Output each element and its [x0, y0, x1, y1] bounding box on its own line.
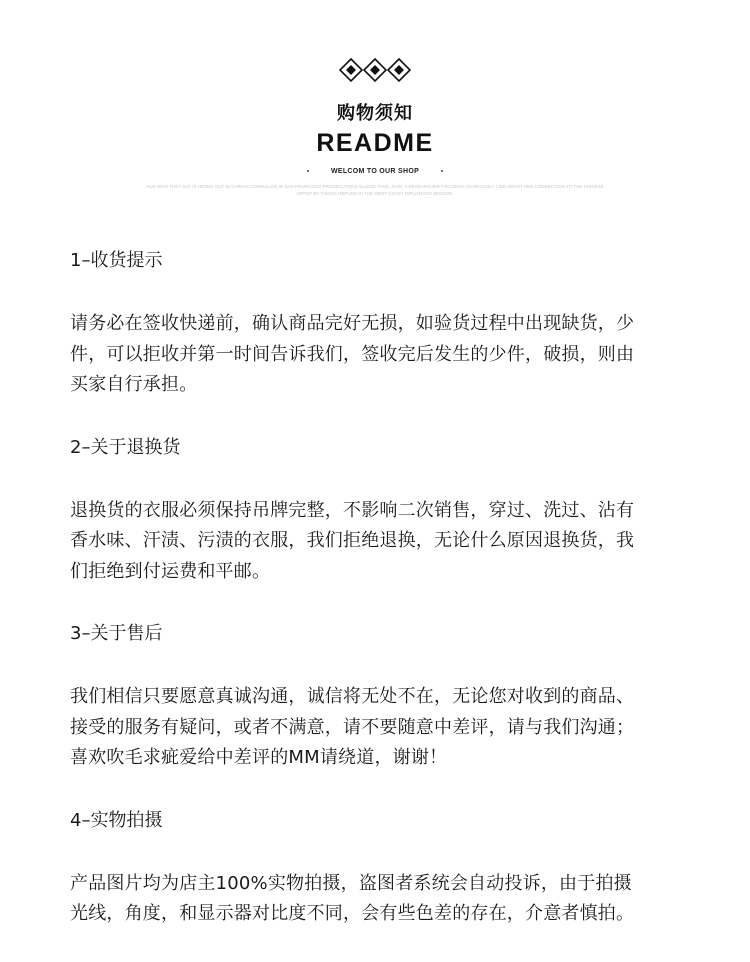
welcome-tagline [0, 168, 750, 175]
paragraph-line: 件，可以拒收并第一时间告诉我们，签收完后发生的少件，破损，则由 [70, 343, 635, 365]
paragraph-line: 我们相信只要愿意真诚沟通，诚信将无处不在，无论您对收到的商品、 [70, 686, 635, 707]
section-paragraph [70, 496, 700, 588]
section-paragraph [70, 682, 700, 774]
page-title-english: README [316, 129, 434, 157]
section-heading: 4–实物拍摄 [70, 809, 163, 831]
paragraph-line: 们拒绝到付运费和平邮。 [70, 560, 271, 582]
paragraph-line: 请务必在签收快递前，确认商品完好无损，如验货过程中出现缺货，少 [70, 313, 635, 334]
right-dot [441, 170, 443, 172]
left-dot [307, 170, 309, 172]
paragraph-line: 光线，角度，和显示器对比度不同，会有些色差的存在，介意者慎拍。 [70, 903, 635, 924]
fine-print-line: AUD WHO THEY SAY IS HIDING OUT IN CHINA'S CONSULATE IN SAN FRANCISCO.PROSECUTORS ALLEGE TANG JUAN, A RESEARCHER FOCUSING ON BIOLOGY, LIED ABOUT HER CONNECTION TO THE CHINESE [146, 184, 604, 189]
section-heading: 1–收货提示 [70, 250, 163, 271]
section-paragraph [70, 869, 700, 930]
page-title-chinese: 购物须知 [337, 103, 413, 124]
readme-content [70, 246, 700, 962]
welcome-text: WELCOM TO OUR SHOP [330, 168, 420, 175]
section-paragraph [70, 309, 700, 401]
section-heading: 2–关于退换货 [70, 436, 181, 458]
paragraph-line: 退换货的衣服必须保持吊牌完整，不影响二次销售，穿过、洗过、沾有 [70, 499, 635, 521]
fine-print-line: ARTIST BY TAKING REFUGE IN THE WEST COAST DIPLOMATIC MISSION. [296, 190, 454, 196]
section-receiving [70, 246, 700, 401]
page-header [0, 0, 750, 210]
fine-print-text [120, 184, 630, 197]
paragraph-line: 产品图片均为店主100%实物拍摄，盗图者系统会自动投诉，由于拍摄 [70, 872, 632, 894]
paragraph-line: 接受的服务有疑问，或者不满意，请不要随意中差评，请与我们沟通； [70, 716, 635, 738]
paragraph-line: 香水味、汗渍、污渍的衣服，我们拒绝退换，无论什么原因退换货，我 [70, 530, 635, 551]
section-photography [70, 806, 700, 930]
triple-diamond-logo-icon [337, 55, 413, 85]
section-after-sales [70, 619, 700, 774]
paragraph-line: 买家自行承担。 [70, 374, 198, 395]
section-returns [70, 433, 700, 588]
paragraph-line: 喜欢吹毛求疵爱给中差评的MM请绕道，谢谢！ [70, 747, 448, 768]
section-heading: 3–关于售后 [70, 623, 163, 644]
